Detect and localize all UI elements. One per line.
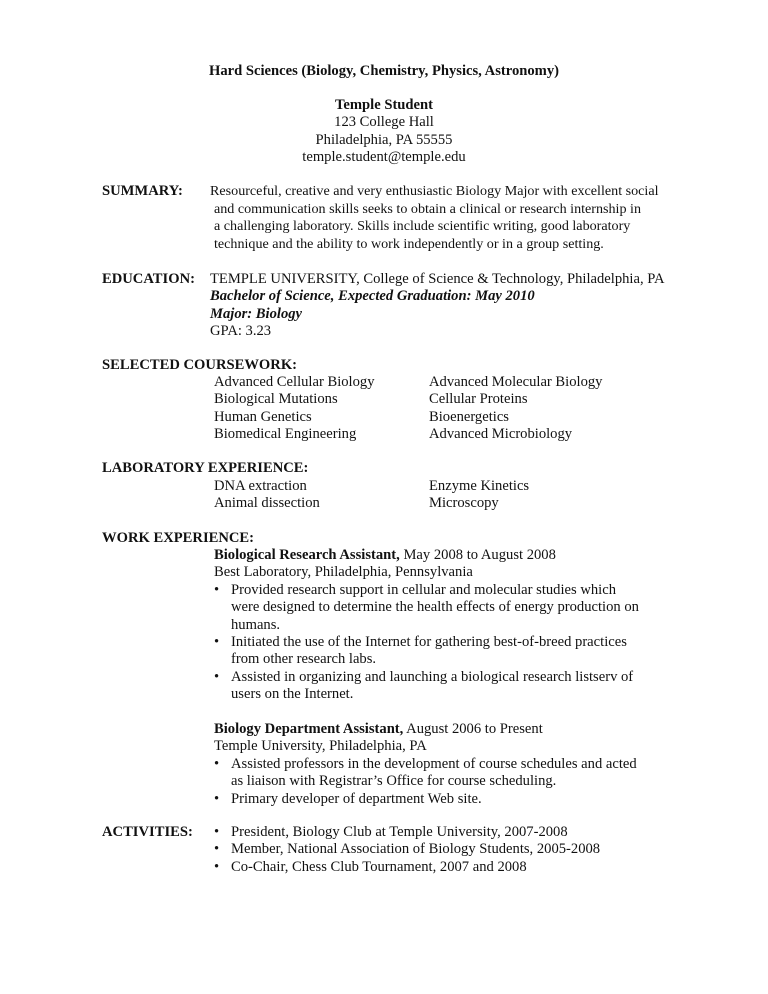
- education-degree: Bachelor of Science, Expected Graduation: May 2010: [210, 288, 535, 305]
- lab-item: DNA extraction: [214, 478, 307, 494]
- job-title: Biological Research Assistant,: [214, 547, 400, 563]
- education-heading: EDUCATION:: [102, 271, 195, 287]
- activities-list: [214, 824, 664, 876]
- bullet-text: from other research labs.: [231, 651, 377, 668]
- bullet-icon: •: [214, 581, 220, 598]
- course-item: Biomedical Engineering: [214, 426, 357, 443]
- summary-line: Resourceful, creative and very enthusiastic Biology Major with excellent social: [210, 183, 659, 199]
- education-major: Major: Biology: [210, 305, 303, 322]
- bullet-icon: •: [214, 755, 220, 772]
- job-bullet: [214, 791, 664, 808]
- job-location: Temple University, Philadelphia, PA: [214, 738, 427, 755]
- education-gpa: GPA: 3.23: [210, 323, 272, 340]
- contact-name: Temple Student: [335, 97, 433, 113]
- job-bullet: [214, 582, 664, 634]
- document-title: Hard Sciences (Biology, Chemistry, Physics, Astronomy): [209, 63, 559, 79]
- bullet-text: Assisted in organizing and launching a biological research listserv of: [231, 668, 634, 685]
- coursework-heading: SELECTED COURSEWORK:: [102, 357, 298, 373]
- lab-item: Animal dissection: [214, 495, 320, 512]
- contact-address-line2: Philadelphia, PA 55555: [315, 131, 453, 148]
- job-entry: [214, 547, 664, 704]
- job-dates: August 2006 to Present: [403, 721, 543, 737]
- course-item: Human Genetics: [214, 408, 312, 425]
- summary-heading: SUMMARY:: [102, 183, 183, 199]
- summary-line: technique and the ability to work independently or in a group setting.: [214, 235, 604, 252]
- lab-column-2: [429, 478, 529, 513]
- course-item: Advanced Microbiology: [429, 426, 573, 443]
- job-title: Biology Department Assistant,: [214, 721, 404, 737]
- bullet-text: were designed to determine the health effects of energy production on: [231, 599, 639, 616]
- coursework-column-1: [214, 374, 375, 444]
- bullet-text: Primary developer of department Web site.: [231, 790, 482, 807]
- bullet-icon: •: [214, 668, 220, 685]
- course-item: Advanced Cellular Biology: [214, 374, 375, 390]
- bullet-text: humans.: [231, 616, 281, 633]
- lab-item: Microscopy: [429, 495, 499, 512]
- summary-text: [210, 183, 659, 253]
- bullet-icon: •: [214, 634, 220, 651]
- bullet-text: users on the Internet.: [231, 686, 354, 703]
- work-heading: WORK EXPERIENCE:: [102, 530, 255, 546]
- course-item: Advanced Molecular Biology: [429, 374, 603, 390]
- job-bullet: [214, 669, 664, 704]
- activity-item: [214, 824, 664, 841]
- job-entry: [214, 721, 664, 808]
- bullet-icon: •: [214, 790, 220, 807]
- bullet-icon: •: [214, 824, 220, 840]
- job-location: Best Laboratory, Philadelphia, Pennsylvania: [214, 564, 473, 581]
- summary-line: a challenging laboratory. Skills include scientific writing, good laboratory: [214, 218, 631, 234]
- lab-heading: LABORATORY EXPERIENCE:: [102, 460, 309, 476]
- job-bullet: [214, 756, 664, 791]
- activity-text: President, Biology Club at Temple University, 2007-2008: [231, 824, 568, 840]
- lab-item: Enzyme Kinetics: [429, 478, 530, 494]
- education-school: TEMPLE UNIVERSITY, College of Science & Technology, Philadelphia, PA: [210, 271, 665, 287]
- course-item: Biological Mutations: [214, 391, 338, 408]
- bullet-text: Initiated the use of the Internet for gathering best-of-breed practices: [231, 634, 627, 651]
- bullet-icon: •: [214, 841, 220, 858]
- contact-address-line1: 123 College Hall: [334, 114, 434, 131]
- contact-block: [0, 97, 768, 167]
- job-bullet: [214, 634, 664, 669]
- course-item: Cellular Proteins: [429, 391, 528, 408]
- bullet-text: Provided research support in cellular and molecular studies which: [231, 581, 616, 598]
- bullet-text: Assisted professors in the development of course schedules and acted: [231, 755, 637, 772]
- activity-text: Co-Chair, Chess Club Tournament, 2007 and 2008: [231, 858, 527, 875]
- contact-email: temple.student@temple.edu: [302, 149, 466, 166]
- summary-line: and communication skills seeks to obtain a clinical or research internship in: [214, 200, 642, 217]
- course-item: Bioenergetics: [429, 408, 509, 425]
- job-dates: May 2008 to August 2008: [399, 547, 556, 563]
- lab-column-1: [214, 478, 320, 513]
- bullet-text: as liaison with Registrar’s Office for course scheduling.: [231, 773, 557, 790]
- coursework-column-2: [429, 374, 602, 444]
- activity-text: Member, National Association of Biology Students, 2005-2008: [231, 841, 601, 858]
- activity-item: [214, 859, 664, 876]
- activities-heading: ACTIVITIES:: [102, 824, 193, 840]
- bullet-icon: •: [214, 858, 220, 875]
- education-details: [210, 271, 665, 341]
- activity-item: [214, 841, 664, 858]
